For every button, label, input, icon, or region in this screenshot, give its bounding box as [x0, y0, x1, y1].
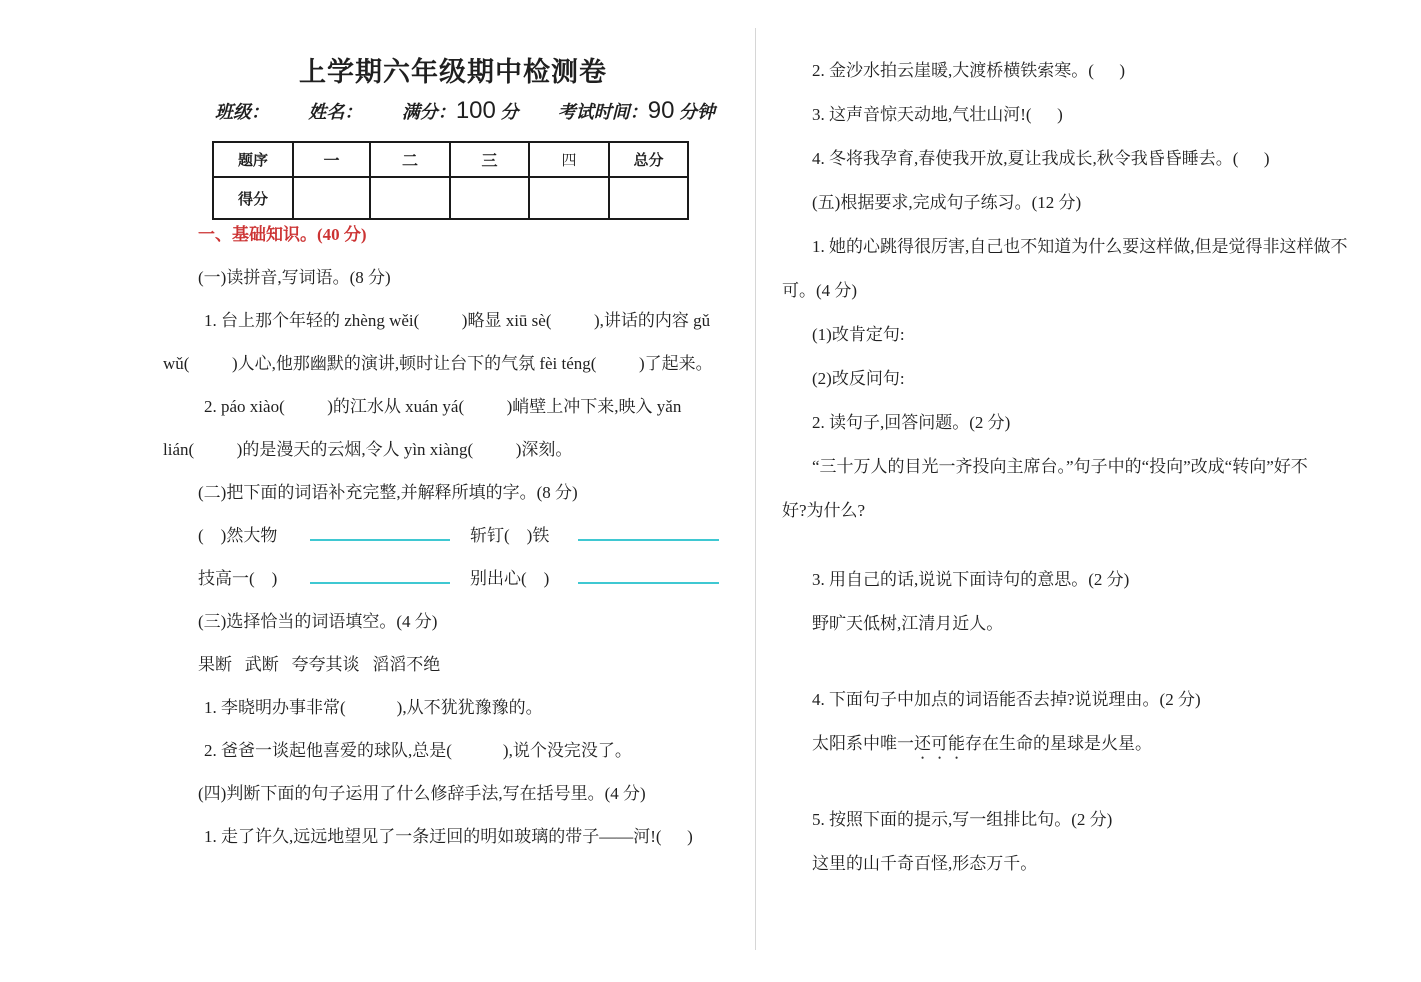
exam-time-value: 90 — [647, 97, 675, 124]
idiom-row-1 — [163, 514, 743, 557]
sentence-q1-line2: 可。(4 分) — [782, 281, 858, 300]
right-column-text — [782, 49, 1382, 886]
rhetoric-q1: 1. 走了许久,远远地望见了一条迂回的明如玻璃的带子——河!( ) — [204, 827, 693, 846]
sentence-q3-prompt: 3. 用自己的话,说说下面诗句的意思。(2 分) — [812, 570, 1130, 589]
pinyin-q2-line2: lián( )的是漫天的云烟,令人 yìn xiàng( )深刻。 — [163, 440, 573, 459]
subsection-pinyin: (一)读拼音,写词语。(8 分) — [198, 268, 391, 287]
answer-blank-line — [578, 526, 719, 541]
score-table — [212, 141, 689, 220]
idiom-2a: 技高一( ) — [198, 569, 278, 588]
score-table-cell-question-order: 题序 — [213, 142, 293, 177]
score-table-cell-part2: 二 — [370, 142, 450, 177]
full-score-unit: 分 — [495, 102, 519, 122]
rhetoric-q2: 2. 金沙水拍云崖暖,大渡桥横铁索寒。( ) — [812, 61, 1126, 80]
word-choice-q2: 2. 爸爸一谈起他喜爱的球队,总是( ),说个没完没了。 — [204, 741, 632, 760]
answer-blank-line — [310, 526, 450, 541]
name-label: 姓名： — [308, 102, 363, 122]
sentence-q3-poem: 野旷天低树,江清月近人。 — [812, 614, 1004, 633]
answer-blank-line — [578, 569, 719, 584]
idiom-2b: 别出心( ) — [470, 569, 550, 588]
sentence-q1-line1: 1. 她的心跳得很厉害,自己也不知道为什么要这样做,但是觉得非这样做不 — [812, 237, 1348, 256]
score-table-cell-part3: 三 — [450, 142, 529, 177]
spacer — [782, 533, 1382, 558]
full-score-field — [402, 97, 519, 125]
exam-meta-row — [215, 97, 715, 125]
sentence-q2-line2: 好?为什么? — [782, 501, 866, 520]
exam-time-unit: 分钟 — [674, 102, 715, 122]
sentence-q2-prompt: 2. 读句子,回答问题。(2 分) — [812, 413, 1011, 432]
full-score-label: 满分： — [401, 102, 456, 122]
sentence-q4-prompt: 4. 下面句子中加点的词语能否去掉?说说理由。(2 分) — [812, 690, 1201, 709]
sentence-q1-sub2: (2)改反问句: — [812, 369, 905, 388]
sentence-q5-sentence: 这里的山千奇百怪,形态万千。 — [812, 854, 1038, 873]
sentence-q2-line1: “三十万人的目光一齐投向主席台。”句子中的“投向”改成“转向”好不 — [812, 457, 1308, 476]
idiom-1a: ( )然大物 — [198, 526, 278, 545]
class-label: 班级： — [215, 102, 269, 122]
score-table-cell-part4: 四 — [529, 142, 609, 177]
pinyin-q1-line2: wǔ( )人心,他那幽默的演讲,顿时让台下的气氛 fèi téng( )了起来。 — [163, 354, 713, 373]
q4-text-post: 存在生命的星球是火星。 — [965, 734, 1152, 753]
spacer — [782, 646, 1382, 678]
idiom-1b: 斩钉( )铁 — [470, 526, 550, 545]
idiom-row-2 — [163, 557, 743, 600]
section-heading-basics: 一、基础知识。(40 分) — [198, 225, 367, 244]
score-table-cell-total: 总分 — [609, 142, 688, 177]
page-title: 上学期六年级期中检测卷 — [299, 57, 607, 87]
sentence-q4-sentence — [782, 722, 1382, 766]
word-choice-q1: 1. 李晓明办事非常( ),从不犹犹豫豫的。 — [204, 698, 543, 717]
subsection-rhetoric: (四)判断下面的句子运用了什么修辞手法,写在括号里。(4 分) — [198, 784, 646, 803]
answer-blank-line — [310, 569, 450, 584]
q4-text-pre: 太阳系中唯一 — [812, 734, 914, 753]
score-table-cell-part1: 一 — [293, 142, 370, 177]
score-table-header-row — [213, 142, 688, 177]
left-column — [163, 0, 743, 982]
sentence-q1-sub1: (1)改肯定句: — [812, 325, 905, 344]
sentence-q5-prompt: 5. 按照下面的提示,写一组排比句。(2 分) — [812, 810, 1113, 829]
score-row-label: 得分 — [213, 177, 293, 219]
full-score-value: 100 — [455, 97, 496, 124]
word-bank: 果断 武断 夸夸其谈 滔滔不绝 — [198, 655, 441, 674]
q4-emphasized-words: 还可能 — [914, 734, 965, 753]
pinyin-q2-line1: 2. páo xiào( )的江水从 xuán yá( )峭壁上冲下来,映入 yǎn — [204, 397, 682, 416]
left-column-text — [163, 213, 743, 858]
right-column — [782, 0, 1382, 982]
subsection-sentence-practice: (五)根据要求,完成句子练习。(12 分) — [812, 193, 1082, 212]
pinyin-q1-line1: 1. 台上那个年轻的 zhèng wěi( )略显 xiū sè( ),讲话的内容 gǔ — [204, 311, 711, 330]
column-divider — [755, 28, 756, 950]
spacer — [782, 766, 1382, 798]
exam-time-field — [558, 97, 715, 125]
subsection-word-choice: (三)选择恰当的词语填空。(4 分) — [198, 612, 438, 631]
rhetoric-q3: 3. 这声音惊天动地,气壮山河!( ) — [812, 105, 1063, 124]
exam-time-label: 考试时间： — [557, 102, 648, 122]
rhetoric-q4: 4. 冬将我孕育,春使我开放,夏让我成长,秋令我昏昏睡去。( ) — [812, 149, 1270, 168]
subsection-idioms: (二)把下面的词语补充完整,并解释所填的字。(8 分) — [198, 483, 578, 502]
